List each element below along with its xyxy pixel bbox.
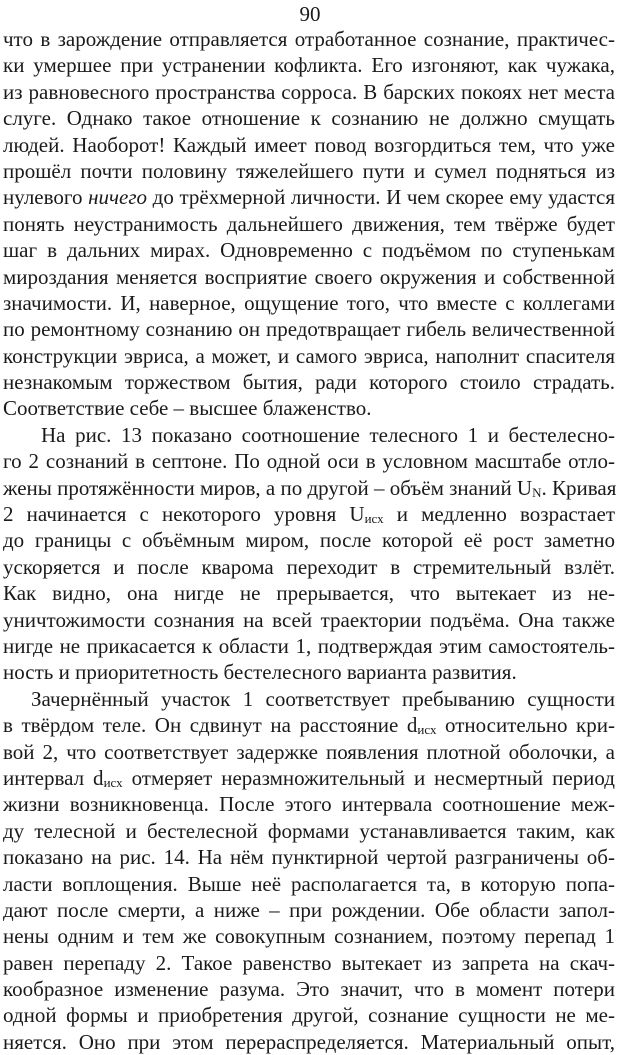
text-segment: 2 начинается с некоторого уровня U xyxy=(3,502,365,527)
paragraph1-line xyxy=(3,105,615,131)
paragraph2-line xyxy=(3,527,615,553)
paragraph1-line xyxy=(3,211,615,237)
text-segment: нулевого xyxy=(3,185,89,210)
subscript-text: исх xyxy=(364,511,384,527)
text-segment: из равновесного пространства сорроса. В барских покоях нет места xyxy=(3,79,615,104)
text-segment: значимости. И, наверное, ощущение того, что вместе с коллегами xyxy=(3,290,615,315)
paragraph2-line xyxy=(3,633,615,659)
paragraph1-line xyxy=(3,158,615,184)
subscript-text: исх xyxy=(417,722,437,738)
paragraph2-line xyxy=(3,580,615,606)
paragraph2-line xyxy=(3,501,615,527)
text-segment: что в зарождение отправляется отработанное сознание, практичес- xyxy=(3,27,615,51)
text-segment: ность и приоритетность бестелесного варианта развития. xyxy=(3,660,517,685)
text-segment: нены одним и тем же совокупным сознанием, поэтому перепад 1 xyxy=(3,924,615,949)
text-segment: жены протяжённости миров, а по другой – объём знаний U xyxy=(3,475,533,500)
text-segment: Зачернённый участок 1 соответствует пребыванию сущности xyxy=(31,686,615,711)
paragraph3-line xyxy=(3,739,615,765)
text-segment: людей. Наоборот! Каждый имеет повод возгордиться тем, что уже xyxy=(3,132,615,157)
text-segment: одной формы и приобретения другой, сознание сущности не ме- xyxy=(3,1003,615,1028)
text-segment: до границы с объёмным миром, после которой её рост заметно xyxy=(3,528,615,553)
text-segment: понять неустранимость дальнейшего движения, тем твёрже будет xyxy=(3,211,615,236)
paragraph3-line xyxy=(3,1002,615,1028)
paragraph3-line xyxy=(3,897,615,923)
paragraph2-line xyxy=(3,422,615,448)
text-segment: показано на рис. 14. На нём пунктирной чертой разграничены об- xyxy=(3,845,615,870)
paragraph1-line xyxy=(3,237,615,263)
text-segment: ки умершее при устранении кофликта. Его изгоняют, как чужака, xyxy=(3,53,615,78)
text-segment: мироздания меняется восприятие своего окружения и собственной xyxy=(3,264,615,289)
paragraph1-line xyxy=(3,343,615,369)
paragraph1-line xyxy=(3,132,615,158)
paragraph2-line xyxy=(3,607,615,633)
paragraph1-line xyxy=(3,26,615,52)
subscript-text: N xyxy=(532,484,542,500)
paragraph2-line xyxy=(3,448,615,474)
italic-word: ничего xyxy=(88,185,148,210)
text-segment: го 2 сознаний в септоне. По одной оси в условном масштабе отло- xyxy=(3,449,615,474)
text-segment: до трёхмерной личности. И чем скорее ему удастся xyxy=(147,185,616,210)
paragraph3-line xyxy=(3,1029,615,1055)
text-segment: . xyxy=(541,475,547,500)
text-segment: отмеряет неразмножительный и несмертный период xyxy=(122,765,615,790)
paragraph1-line xyxy=(3,369,615,395)
paragraph3-line xyxy=(3,818,615,844)
text-segment: равен перепаду 2. Такое равенство вытекает из запрета на скач- xyxy=(3,950,615,975)
text-segment: уничтожимости сознания на всей траектории подъёма. Она также xyxy=(3,607,615,632)
text-segment: дают после смерти, а ниже – при рождении. Обе области запол- xyxy=(3,897,615,922)
paragraph1-line xyxy=(3,264,615,290)
text-segment: ду телесной и бестелесной формами устанавливается таким, как xyxy=(3,818,615,843)
paragraph1-line xyxy=(3,79,615,105)
paragraph3-line xyxy=(3,950,615,976)
text-segment: и медленно возрастает xyxy=(383,502,615,527)
text-segment: шаг в дальних мирах. Одновременно с подъёмом по ступенькам xyxy=(3,238,615,263)
text-segment: Как видно, она нигде не прерывается, что вытекает из не- xyxy=(3,581,615,606)
text-segment: нигде не прикасается к области 1, подтверждая этим самостоятель- xyxy=(3,633,615,658)
paragraph3-line xyxy=(3,765,615,791)
paragraph2-line xyxy=(3,475,615,501)
paragraph1-line xyxy=(3,52,615,78)
text-segment: жизни возникновенца. После этого интервала соотношение меж- xyxy=(3,792,615,817)
paragraph1-line xyxy=(3,290,615,316)
paragraph3-line xyxy=(3,976,615,1002)
text-segment: по ремонтному сознанию он предотвращает гибель величественной xyxy=(3,317,615,342)
text-segment: Кривая xyxy=(546,475,617,500)
paragraph2-line xyxy=(3,659,615,685)
paragraph1-line xyxy=(3,316,615,342)
text-segment: ускоряется и после кваpома переходит в стремительный взлёт. xyxy=(3,554,615,579)
text-segment: прошёл почти половину тяжелейшего пути и сумел подняться из xyxy=(3,158,615,183)
text-segment: конструкции эвриса, а может, и самого эвриса, наполнит спасителя xyxy=(3,343,615,368)
paragraph3-line xyxy=(3,791,615,817)
text-segment: слуге. Однако такое отношение к сознанию не должно смущать xyxy=(3,106,615,131)
text-segment: интервал d xyxy=(3,765,104,790)
paragraph3-line xyxy=(3,686,615,712)
paragraph2-line xyxy=(3,554,615,580)
paragraph1-line xyxy=(3,184,615,210)
paragraph3-line xyxy=(3,712,615,738)
text-segment: незнакомым торжеством бытия, ради которого стоило страдать. xyxy=(3,370,615,395)
text-segment: относительно кри- xyxy=(436,713,615,738)
body-text xyxy=(3,26,615,1055)
page-number: 90 xyxy=(299,2,321,26)
text-segment: вой 2, что соответствует задержке появления плотной оболочки, а xyxy=(3,739,615,764)
text-segment: няется. Оно при этом перераспределяется. Материальный опыт, xyxy=(3,1029,615,1054)
paragraph1-line xyxy=(3,395,615,421)
text-segment: ласти воплощения. Выше неё располагается та, в которую попа- xyxy=(3,871,615,896)
subscript-text: исх xyxy=(103,774,123,790)
text-segment: в твёрдом теле. Он сдвинут на расстояние d xyxy=(3,713,418,738)
paragraph3-line xyxy=(3,844,615,870)
paragraph3-line xyxy=(3,923,615,949)
text-segment: кообразное изменение разума. Это значит, что в момент потери xyxy=(3,977,615,1002)
text-segment: Соответствие себе – высшее блаженство. xyxy=(3,396,372,421)
paragraph3-line xyxy=(3,871,615,897)
text-segment: На рис. 13 показано соотношение телесного 1 и бестелесно- xyxy=(41,422,615,447)
